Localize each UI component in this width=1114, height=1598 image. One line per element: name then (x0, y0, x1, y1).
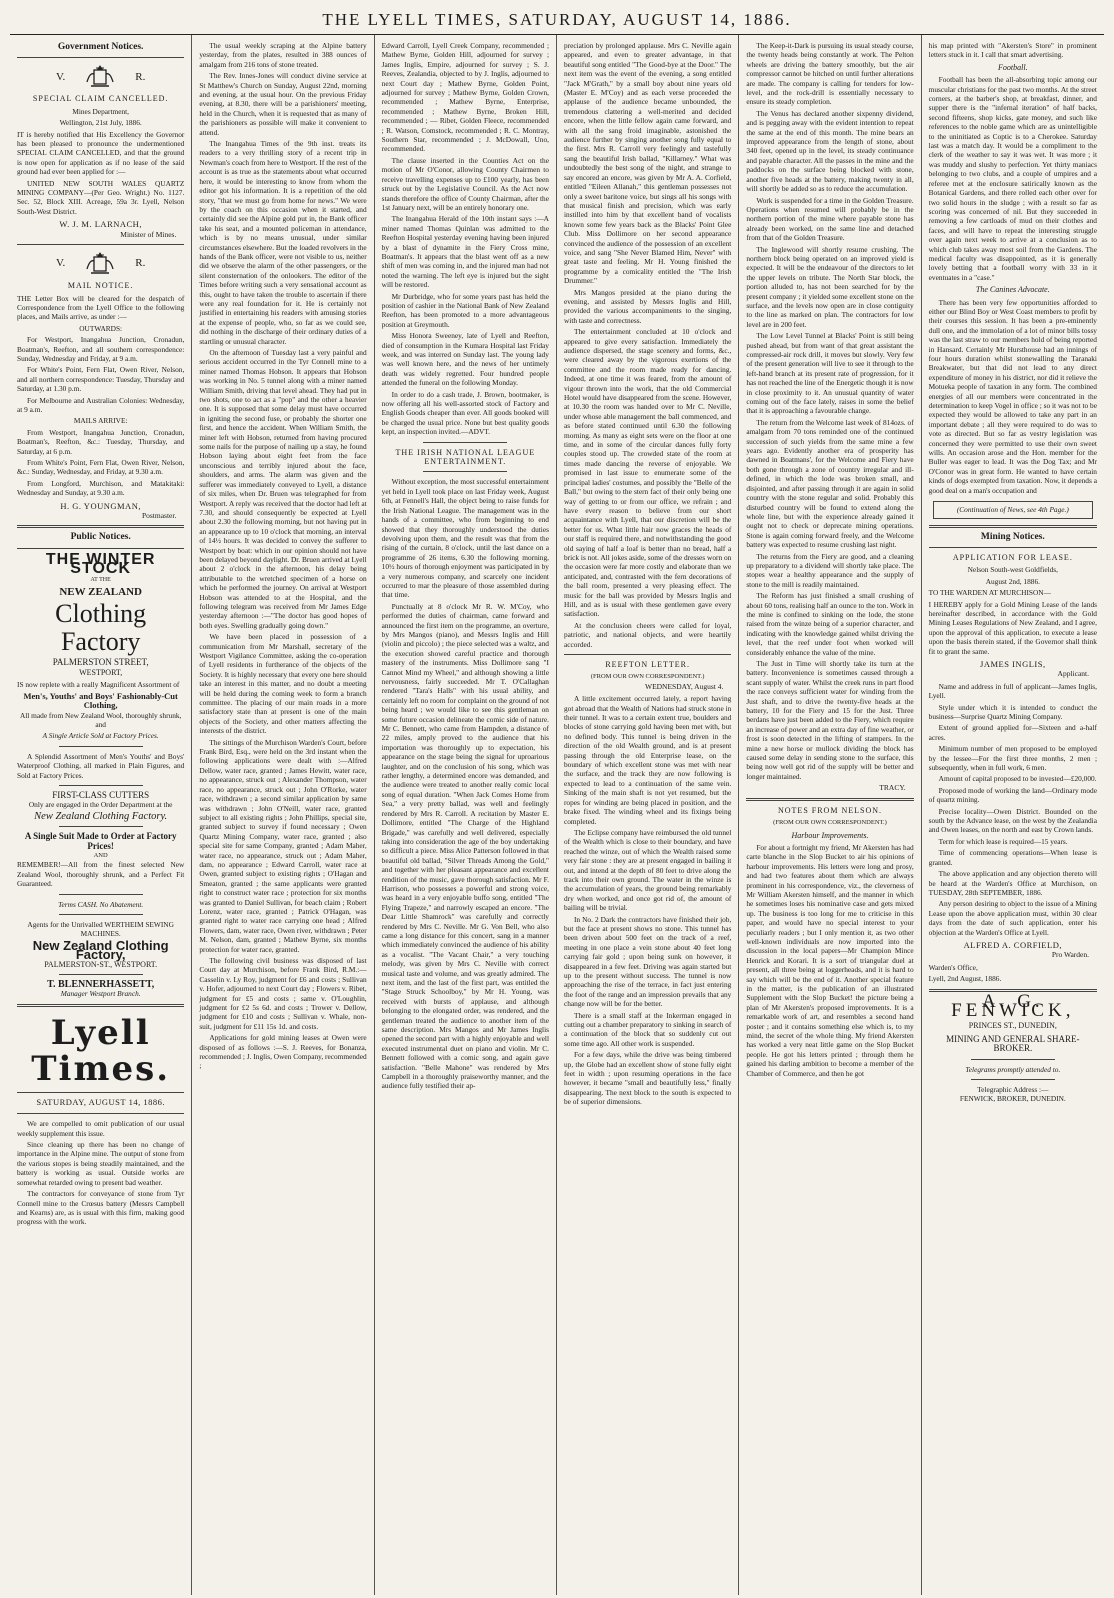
reefton-letter-heading: REEFTON LETTER. (605, 660, 690, 669)
mail-outwards-3: For Melbourne and Australian Colonies: Wednesday, at 9 a.m. (17, 395, 185, 414)
vr-left: V. (55, 70, 66, 83)
mail-notice-title: MAIL NOTICE. (67, 281, 134, 291)
divider (929, 547, 1097, 548)
lease-line-11: Any person desiring to object to the issue of a Mining Lease upon the above application must, within 30 clear days from the date of such application, enter his objection at the Warden's Office at Lyell. (928, 899, 1097, 937)
wardens-date: Lyell, 2nd August, 1886. (928, 974, 1002, 984)
article-p4: On the afternoon of Tuesday last a very painful and serious accident occurred in the Tyr Connell mine to a miner named Thomas Hobson. It appears that Hobson was working in No. 5 tunnel along with a miner named William Smith, driving that level ahead. They had put in two shots, one to act as a "pop" and the other a heavier one. It is supposed that some delay must have occurred in igniting the second fuse, or probably the shorter one first, and hence the accident. When William Smith, the miner left with Hobson, returned from having procured some nails for the purpose of nailing up a stay, he found Hobson laying about eight feet from the face unconscious and terribly injured about the face, shoulders, and arms. The alarm was given and the sufferer was immediately conveyed to Lyell, a distance of six miles, when Dr. Bruen was telegraphed for from Westport. A reply was received that the doctor had left at 7.30, and should consequently be expected at Lyell about 2.30 the following morning, but not having put in an appearance up to 10 o'clock that morning, an interval of 14½ hours. It was decided to convey the sufferer to Westport by boat: which in our opinion should not have been delayed beyond daylight. Dr. Bruen arrived at Lyell about 2 o'clock in the afternoon, his delay being attributable to the wretched specimen of a horse on which he performed the journey. On arrival at Westport Hobson was attended to at the Hospital, and the following telegram was received from Mr James Edge yesterday afternoon :—"The doctor has good hopes of both eyes. Swelling gradually going down." (199, 348, 367, 630)
divider (17, 525, 184, 528)
lease-line-4: Minimum number of men proposed to be employed by the lessee—For the first three months, 2 men ; subsequently, when in full work, 6 men. (928, 744, 1097, 773)
own-correspondent: (FROM OUR OWN CORRESPONDENT.) (590, 673, 705, 681)
article-p4: Mr Durbridge, who for some years past has held the position of cashier in the National Bank of New Zealand Reefton, has been promoted to a more advantageous position at Greymouth. (381, 291, 549, 329)
article-p2: The Rev. Innes-Jones will conduct divine service at St Matthew's Church on Sunday, August 22nd, morning and evening, at the usual hour. On the previous Friday evening, at 8.30, there will be a parishioners' meeting, held in the Church, when it is requested that as many of the parishioners as possible will make it convenient to attend. (199, 71, 367, 137)
government-notices-heading: Government Notices. (57, 42, 144, 52)
tracy-signature: TRACY. (879, 783, 906, 793)
article-p2: The clause inserted in the Counties Act on the motion of Mr O'Conor, allowing County Chairmen to receive travelling expenses up to £100 yearly, has been struck out by the Legislative Council. As the Act now stands therefore the office of County Chairman, after the 1st January next, will be an entirely honorary one. (381, 155, 549, 212)
column-3 (375, 35, 557, 1595)
editorial-1: We are compelled to omit publication of our usual weekly supplement this issue. (17, 1119, 185, 1138)
article-p3: The Inangahua Herald of the 10th instant says :—A miner named Thomas Quinlan was admitted to the Reefton Hospital yesterday evening having been injured by a blast of dynamite in the Fiery Cross mine, Boatman's. It appears that the blast went off as a new shift of men was coming in, and the injured man had not noted the warning. The left eye is injured but the sight will be restored. (381, 214, 549, 290)
lease-line-8: Term for which lease is required—15 years. (938, 836, 1068, 846)
divider (17, 57, 184, 58)
mail-signature: H. G. YOUNGMAN, (60, 500, 141, 511)
divider (59, 894, 143, 895)
royal-crest (17, 64, 184, 90)
factory-body-1: IS now replete with a really Magnificent Assortment of (17, 680, 180, 690)
lease-line-10: The above application and any objection thereto will be heard at the Warden's Office at Murchison, on TUESDAY, 28th SEPTEMBER, 1886. (928, 869, 1097, 897)
claim-body: IT is hereby notified that His Excellency the Governor has been pleased to pronounce the undermentioned SPECIAL CLAIM CANCELLED, and that the ground is now open for application as if no lease of the said ground had ever been applied for :— (17, 129, 185, 177)
columns (10, 35, 1104, 1595)
claim-signature: W. J. M. LARNACH, (59, 219, 142, 230)
article-p1: preciation by prolonged applause. Mrs C. Neville again appeared, and even to greater advantage, in that beautiful song entitled "The Good-bye at the Door." The next item was the event of the evening, a song entitled "Jack M'Grath," by a small boy about nine years old (Master E. M'Coy) and as each verse proceeded the applause of the audience became unbounded, the tremendous clattering a well-merited and decided encore, when the little fellow again came forward, and with all the sang froid imaginable, astonished the audience further by singing another song fully equal to the first. Mrs R. Carroll very feelingly and tastefully sang the beautiful Irish ballad, "Killarney." What was undoubtedly the best song of the night, and strange to say encored an encore, was given by Mr A. A. Corfield, entitled "Eileen Allanah," this gentleman possesses not only a sweet baritone voice, but sings all his songs with that musical finish and precision, which was early instilled into him by that excellent band of vocalists known some few years back as the Blacks' Point Glee Club. Miss Dollimore on her second appearance convinced the audience of the possession of an excellent voice, and sang "She Never Blamed Him, Never" with great taste and feeling. Mr H. Young finished the programme by a comicality entitled the "The Irish Drummer." (563, 41, 732, 286)
lease-line-9: Time of commencing operations—When lease is granted. (928, 848, 1097, 867)
mail-arrive-2: From White's Point, Fern Flat, Owen River, Nelson, &c.: Sunday, Wednesday, and Friday, at 9.30 a.m. (17, 458, 185, 477)
reefton-date: WEDNESDAY, August 4. (644, 681, 724, 691)
column-1 (10, 35, 192, 1595)
masthead: THE LYELL TIMES, SATURDAY, AUGUST 14, 1886. (10, 6, 1104, 35)
divider (59, 785, 143, 786)
royal-crest-icon (83, 251, 117, 277)
harbour-heading: Harbour Improvements. (791, 830, 869, 840)
palmerston-street: PALMERSTON STREET, (52, 657, 149, 668)
divider (746, 798, 913, 801)
telegrams: Telegrams promptly attended to. (965, 1064, 1061, 1074)
divider (59, 746, 143, 747)
article-p1: The Keep-it-Dark is pursuing its usual steady course, the twenty heads being constantly at work. The Pelton wheels are driving the battery smoothly, but the air compressor cannot be hitched on until further alterations are made. The company is calling for tenders for low-level, and the rock-drill is essentially necessary to ensure its steady completion. (746, 41, 914, 107)
article-p7: In No. 2 Dark the contractors have finished their job, but the face at present shows no stone. This tunnel has been driven about 500 feet on the track of a reef, meeting in one place a vein stone about 40 feet long carrying fair gold ; upon being sunk on however, it disappeared in a few feet. Driving was again started but up to the present without success. The tunnel is now approaching the rise of the terrace, in fact just entering the foot of the range and an impression prevails that any change now will be for the better. (563, 914, 732, 1009)
pro-warden: Pro Warden. (1051, 950, 1089, 960)
lease-body: I HEREBY apply for a Gold Mining Lease of the lands hereinafter described, in accordance with the Gold Mining Leases Regulations of New Zealand, and I agree, upon the approval of this application, to execute a lease upon the basis therein stated, if the Governor shall think fit to grant the same. (928, 599, 1097, 656)
claim-item: UNITED NEW SOUTH WALES QUARTZ MINING COMPANY—(Per Geo. Wright.) No. 1127. Sec. 52, Block XIII. Acreage, 59a 3r. Lyell, Nelson South-West District. (17, 178, 185, 216)
manager: Manager Westport Branch. (60, 989, 141, 999)
paper-title: Lyell Times. (31, 1012, 171, 1089)
divider (929, 525, 1097, 528)
own-correspondent: (FROM OUR OWN CORRESPONDENT.) (773, 819, 887, 827)
telegraphic-address: Telegraphic Address :— (977, 1085, 1049, 1094)
article-p5: Miss Honora Sweeney, late of Lyell and Reefton, died of consumption in the Kumara Hospital last Friday week, and was interred on Sunday last. The young lady was well known here, and the news of her untimely death was widely regretted. Four hundred people attended the funeral on the following Monday. (381, 331, 549, 388)
article-p2: The Venus has declared another sixpenny dividend, and is pegging away with the evident intention to repeat the same at the end of this month. The mine bears an improved appearance from the length of stone, about 340 feet, opened up in the level, its steady continuance and payable character. All the passes in the mine and the paddocks on the surface being blocked with stone, another five heads at the battery, making twenty in all, will shortly be added so as to reduce the accumulation. (746, 108, 914, 194)
telegraphic-value: FENWICK, BROKER, DUNEDIN. (959, 1094, 1066, 1104)
application-lease-heading: APPLICATION FOR LEASE. (952, 552, 1073, 562)
divider (17, 1004, 184, 1007)
article-p9: For a few days, while the drive was being timbered up, the Globe had an excellent show of stone fully eight feet in width ; upon resuming operations in the face however, it became "small and beautifully less," finally disappearing. The next block to the south is expected to be of superior dimensions. (563, 1050, 732, 1107)
westport: WESTPORT, (79, 667, 123, 677)
mail-outwards-2: For White's Point, Fern Flat, Owen River, Nelson, and all northern correspondence: Tuesday, Thursday and Saturday, at 1.30 p.m. (17, 365, 185, 394)
article-p7: The returns from the Fiery are good, and a cleaning up preparatory to a dividend will shortly take place. The stopes wear a healthy appearance and the supply of stone to the mill is readily maintained. (746, 551, 914, 589)
divider (59, 914, 143, 915)
divider (423, 471, 507, 472)
divider (17, 1092, 184, 1093)
nelson-notes-heading: NOTES FROM NELSON. (777, 805, 882, 815)
lease-line-5: Amount of capital proposed to be invested—£20,000. (938, 774, 1097, 784)
mining-notices-heading: Mining Notices. (980, 531, 1045, 542)
to-warden: TO THE WARDEN AT MURCHISON— (928, 588, 1051, 598)
goldfields: Nelson South-west Goldfields, (967, 565, 1058, 575)
divider (423, 442, 507, 443)
article-p6: In order to do a cash trade, J. Brown, bootmaker, is now offering all his well-assorted stock of Factory and English Goods cheaper than ever. All goods booked will be charged the usual price. None but best quality goods kept, an inspection invited.—ADVT. (381, 389, 549, 437)
article-p1: his map printed with "Akersten's Store" in prominent letters stuck in it. I call that smart advertising. (928, 41, 1097, 60)
article-p3: There has been very few opportunities afforded to either our Blind Boy or West Coast members to profit by their courses this session. It has been a pre-eminently dull one, and the immolation of a lot of minor bills tossy was the last straw to our members hold of being reported in Hansard. Certainly Mr Hursthouse had an innings of four hours duration whilst stonewalling the Taranaki Breakwater, but that did not lead to any direct expenditure of money in his district, nor did it relieve the Motueka people of taxation in any form. The combined energies of all our members were concentrated in the determination to keep Vogel in office ; so it was not to be expected they would be allowed to take any part in an important debate ; all they were required to do was to vote as directed. But so far as vestry legislation was concerned they were permitted to use their own sweet wills. An occasion arose and the Hon. member for the Buller was eager to lead. It was the Dog Tax; and Mr O'Conor was in great form. He wanted to have certain kinds of dogs exempted from taxation. Now, it depends a good deal on a man's occupation and (928, 297, 1097, 495)
cutters-italic: New Zealand Clothing Factory. (34, 810, 168, 822)
special-claim-title: SPECIAL CLAIM CANCELLED. (32, 94, 169, 104)
broker: BROKER. (993, 1043, 1033, 1054)
divider (17, 548, 184, 549)
article-p8: Applications for gold mining leases at Owen were disposed of as follows :—S. J. Reeves, for Bonanza, recommended ; J. Inglis, Owen Company, recommended ; (199, 1033, 367, 1071)
mail-arrive-heading: MAILS ARRIVE: (73, 416, 128, 426)
divider (17, 244, 184, 245)
article-p4: The Inglewood will shortly resume crushing. The northern block being operated on an improved yield is expected. It will be the endeavour of the directors to let the upper levels on tribute. The North Star block, the portion alluded to, has not been searched for by the present company ; it yielded some excellent stone on the surface, and the levels now open are in close contiguity to the line as marked on plan. The contractors for low level are in 200 feet. (746, 244, 914, 329)
article-p7: The following civil business was disposed of last Court day at Murchison, before Frank Bird, R.M.:—Casselin v. Ly Roy, judgment for £6 and costs ; Sullivan v. Hofer, adjourned to next Court day ; Flowers v. Ribet, judgment for £5 and costs ; same v. O'Loughlin, judgment for £2 5s 6d. and costs ; Trower v. Dellow, judgment for £10 and costs ; Sullivan v. Whale, non-suit, judgment for £11 15s 1d. and costs. (199, 956, 367, 1031)
terms: Terms CASH. No Abatement. (58, 899, 144, 909)
claim-signature-role: Minister of Mines. (120, 229, 177, 239)
column-5 (739, 35, 921, 1595)
paper-date: SATURDAY, AUGUST 14, 1886. (36, 1096, 165, 1107)
article-p9: The Just in Time will shortly take its turn at the battery. Inconvenience is sometimes caused through a scant supply of water. Whilst the creek runs in part flood the race conveys sufficient water for winding from the Just shaft, and to drive the twenty-five heads at the battery, 10 for the Fiery and 15 for the Just. Three berdans have just been added to the Fiery, which require an increase of power and an extra day of fine weather, or frost is soon detected in the lifting of stampers. In the mine a new horse or mullock dividing the block has caused some delay in sending stone to the surface, this being now well got rid of the supply will be better and longer maintained. (746, 659, 914, 781)
column-6 (922, 35, 1104, 1595)
clothing-factory-title: Clothing Factory (55, 599, 147, 657)
mail-body: THE Letter Box will be cleared for the despatch of Correspondence from the Lyell Office to the following places, and Mails arrive, as under :— (17, 293, 185, 322)
claim-place: Mines Department, (72, 106, 130, 116)
mail-arrive-3: From Longford, Murchison, and Matakitaki: Wednesday and Sunday, at 9.30 a.m. (17, 478, 185, 498)
factory-italic: A Single Article Sold at Factory Prices. (42, 731, 159, 741)
divider (17, 1113, 184, 1114)
lease-line-7: Precise locality—Owen District. Bounded on the south by the Advance lease, on the west by the Zealandia and Owen leases, on the north and east by Crown lands. (928, 806, 1097, 835)
inglis-signature: JAMES INGLIS, (980, 658, 1046, 669)
mining-share: MINING AND GENERAL SHARE- (946, 1033, 1080, 1044)
article-p6: The return from the Welcome last week of 814ozs. of amalgam from 70 tons reminded one of the continued succession of such yields from the same mine a few years ago. Evidently another era of prosperity has dawned in Boatmans', for the Welcome and Fiery have both gone through a zone of country irregular and ill-defined, in which the lode was broken small, and disjointed, and after passing through it are again in solid country with the stone regular and solid. Probably this disturbed country will be found to extend along the whole line, but with the experience already gained it ought not to check or deprecate mining operations. Stone is again coming forward freely, and the Welcome battery was expected to resume crushing last night. (746, 417, 914, 550)
factory-bold: Men's, Youths' and Boys' Fashionably-Cut Clothing, (23, 690, 178, 711)
article-p8: Punctually at 8 o'clock Mr R. W. M'Coy, who performed the duties of chairman, came forward and announced the first item on the programme, an overture, by Mrs Mangos (piano), and Messrs Inglis and Hill (violin and piccolo) ; the piece selected was a waltz, and the execution showed careful practice and thorough mastery of the instruments. Miss Dollimore sang "I Cannot Mind my Wheel," and although showing a little nervousness, fairly succeeded. Mr T. O'Callaghan rendered "Tara's Halls" with his usual ability, and certainly left no room for complaint on the ground of not being heard ; we would like to see this gentleman on some future occasion delineate the comic side of nature. Mr C. Bennett, who came from Hampden, a distance of 22 miles, amply proved to the audience that his importation was thoroughly up to expectation, his appearance on the stage being the signal for uproarious laughter, and on the conclusion of his song, which was rather lengthy, a determined encore was demanded, and the audience were treated to another really comic local song of equal duration. "When Jack Comes Home from Sea," a very pretty ballad, was well and feelingly rendered by Mrs R. Carroll. A recitation by Master E. Dollimore, entitled "The Charge of the Highland Brigade," was carefully and well delivered, especially taking into consideration the age of the boy undertaking so difficult a piece. Miss Alice Patterson followed in that beautiful old ballad, "Silver Threads Among the Gold," and together with her pleasant appearance and excellent rendition of the music, gave thorough satisfaction. Mr F. Harrison, who possesses a powerful and strong voice, was heard in a very enjoyable buffo song, entitled "The Flying Trapeze," and narrowly escaped an encore. "The Dear Little Shamrock" was carefully and correctly rendered by Mrs C. Neville. Mr G. Von Bell, who also came a long distance for this concert, sang in a manner which immediately convinced the audience of his ability as a vocalist. "The Vacant Chair," a very touching melody, was given by Mrs C. Neville with correct musical taste and volume, and was greatly admired. The next item, and the last of the first part, was entitled the "Stage Struck Schoolboy," by Mr H. Young, was received with bursts of applause, and although belonging to the elongated order, was rendered, and the gentleman treated the audience to another item of the same description. Mrs Mangos and Mr James Inglis opened the second part with a highly enjoyable and well executed instrumental duet on piano and violin. Mr C. Bennett followed with a comic song, and again gave satisfaction. "Belle Mahone" was rendered by Mrs Campbell in a thoroughly praiseworthy manner, and the audience fully testified their ap- (381, 601, 549, 1091)
lease-line-1: Name and address in full of applicant—James Inglis, Lyell. (928, 681, 1097, 701)
single-suit: A Single Suit Made to Order at Factory Prices! (24, 831, 177, 851)
article-p6: The sittings of the Murchison Warden's Court, before Frank Bird, Esq., were held on the 3rd instant when the following applications were dealt with :—Alfred Dellow, water race, granted ; James Hewitt, water race, no appearance, struck out ; Alexander Thompson, water race, no appearance, struck out ; John O'Rorke, water race, withdrawn ; a second similar application by same was withdrawn ; John O'Neill, water race, granted subject to all existing rights ; John Phillips, special site, granted subject to survey if found necessary ; Owen Quartz Mining Company, water race, granted ; also special site for same Company, granted ; Adam Maher, water race, no appearance, struck out ; Adam Maher, dam, no appearance ; Edward Carroll, water race at Owen, granted subject to existing rights ; O'Hagan and Smeaton, granted ; the same applicants were granted right to construct water race ; protection for six months was granted to Daniel Sullivan, for beach claim ; Robert Lorenz, water race, granted ; Patrick O'Hagan, was granted right to water race carrying one head ; Alfred Flowers, dam, water race, Owen river, withdrawn ; Peter M. Nelson, dam, granted ; Mathew Byrne, six months protection for water race, granted. (199, 737, 367, 954)
divider (59, 826, 143, 827)
cutters-heading: FIRST-CLASS CUTTERS (52, 789, 150, 800)
article-p8: There is a small staff at the Inkerman engaged in cutting out a chamber preparatory to sinking in search of a continuation of the block that so suddenly cut out some time ago. All other work is suspended. (563, 1010, 732, 1048)
vr-right: R. (135, 257, 146, 270)
article-p5: The Low Level Tunnel at Blacks' Point is still being pushed ahead, but from want of that great assistant the compressed-air rock drill, it moves but slowly. Very few of the present generation will live to see it through to the left-hand branch at its present rate of progression, for it has not reached the line of the Energetic though it is now in close proximity to it. An unusual quantity of water coming out of the face lately, raises in some the belief that it is approaching a favourable change. (746, 331, 914, 416)
royal-crest (17, 251, 184, 277)
article-p4: At the conclusion cheers were called for loyal, patriotic, and national objects, and were heartily accorded. (563, 620, 732, 649)
royal-crest-icon (83, 64, 117, 90)
canines-heading: The Canines Advocate. (975, 285, 1050, 295)
factory-body-3: A Splendid Assortment of Men's Youths' and Boys' Waterproof Clothing, all marked in Plain Figures, and Sold at Factory Prices. (17, 751, 185, 780)
corfield-signature: ALFRED A. CORFIELD, (963, 939, 1062, 950)
applicant-label: Applicant. (1057, 669, 1089, 679)
article-p3: The Inangahua Times of the 9th inst. treats its readers to a very thrilling story of a recent trip in Newman's coach from here to Westport. If the rest of the account is as true as the statements about what occurred here, it would be interesting to know from whom the editor got his information. It is a repetition of the old story, "that we must go from home for news." We were by the coach on this occasion when it started, and certainly did see the Alpine gold put in, the Bank officer take his seat, and a mounted policeman in attendance, which is by no means unusual, under similar circumstances elsewhere. But the loaded revolvers in the hands of the Bank officer, were not visible to us, neither did we observe the alarm of the other passengers, or the silent consternation of the onlookers. The editor of the Times before writing such a very sensational account as this, ought to have taken the trouble to ascertain if there were any real foundation for it. He is certainly not justified in entertaining his readers with amusing stories at the expense of people, who, so far as we could see, did nothing in the discharge of their ordinary duties of a startling or unusual character. (199, 139, 367, 346)
vr-right: R. (135, 70, 146, 83)
lease-line-3: Extent of ground applied for—Sixteen and a-half acres. (928, 723, 1097, 742)
agents: Agents for the Unrivalled WERTHEIM SEWING MACHINES. (27, 920, 174, 939)
mail-outwards-1: For Westport, Inangahua Junction, Cronadun, Boatman's, Reefton, and all southern correspondence: Sunday, Wednesday and Friday, at 9 a.m. (17, 335, 185, 363)
continuation-note: (Continuation of News, see 4th Page.) (933, 501, 1093, 518)
princes-st: PRINCES ST., DUNEDIN, (968, 1021, 1057, 1031)
article-p6: The Eclipse company have reimbursed the old tunnel of the Wealth which is close to their boundary, and have reached the winze, out of which the Wealth raised some very fair stone : they are at present engaged in bailing it out, and intend at the depth of 80 feet to drive along the track into their own ground. The water in the winze is the accumulation of years, the ground being remarkably dry when worked, and once got rid of, the amount of bailing will be trivial. (563, 827, 732, 913)
vr-left: V. (55, 257, 66, 270)
palmerston-st-westport: PALMERSTON-ST., WESTPORT. (44, 959, 158, 969)
claim-date: Wellington, 21st July, 1886. (59, 118, 142, 128)
editorial-3: The contractors for conveyance of stone from Tyr Connell mine to the Crœsus battery (Messrs Campbell and Kearns) are, as is usual with this firm, making good progress with the work. (17, 1189, 185, 1227)
cutters-body: Only are engaged in the Order Department at the (28, 800, 173, 810)
article-p2: Mrs Mangos presided at the piano during the evening, and assisted by Messrs Inglis and Hill, provided the various accompaniments to the singing, with taste and correctness. (563, 287, 732, 325)
divider (59, 974, 143, 975)
football-heading: Football. (998, 62, 1028, 72)
column-2 (192, 35, 374, 1595)
lease-line-6: Proposed mode of working the land—Ordinary mode of quartz mining. (928, 785, 1097, 805)
wardens-office: Warden's Office, (928, 962, 978, 972)
new-zealand: NEW ZEALAND (59, 586, 142, 599)
article-p1: The usual weekly scraping at the Alpine battery yesterday, from the plates, resulted in 388 ounces of amalgam from 216 tons of stone treated. (199, 41, 367, 69)
divider (971, 1079, 1055, 1080)
irish-league-heading: THE IRISH NATIONAL LEAGUE ENTERTAINMENT. (395, 447, 536, 467)
article-p5: We have been placed in possession of a communication from Mr Marshall, secretary of the Westport Vigilance Committee, asking the co-operation of Lyell residents in furtherance of the objects of the Society. It is highly necessary that every one here should take an interest in this matter, and no doubt a meeting will be held during the coming week to form a branch committee. The placing of our main roads in a more satisfactory state than at present is one of the main objects of the Society, and other matters affecting the interests of the district. (199, 632, 367, 736)
article-p5: A little excitement occurred lately, a report having got abroad that the Wealth of Nations had struck stone in their tunnel. It was to a certain extent true, boulders and blocks of stone carrying gold having been met with, but no defined body. This tunnel is being driven in the direction of the old Wealth ground, and is at present passing through the old Enterprise lease, on the boundary of which excellent stone was met with near the surface, and the track they are now following is expected to lead to a continuation of the same vein. Sinking of the main shaft is not yet resumed, but the ropes for winding are being placed in position, and the brake fixed. The winding wheel and its fixings being completed. (563, 694, 732, 826)
editorial-2: Since cleaning up there has been no change of importance in the Alpine mine. The output of stone from the various stopes is being steadily maintained, and the battery is working as usual. Outside works are somewhat retarded owing to present bad weather. (17, 1140, 185, 1187)
column-4 (557, 35, 739, 1595)
article-p3: Work is suspended for a time in the Golden Treasure. Operations when resumed will probably be in the northern portion of the mine where payable stone has already been worked, on the same line and detached from that of the Golden Treasure. (746, 195, 914, 243)
mail-arrive-1: From Westport, Inangahua Junction, Cronadun, Boatman's, Reefton, &c.: Tuesday, Thursday, and Saturday, at 6 p.m. (17, 427, 185, 456)
remember: REMEMBER!—All from the finest selected New Zealand Wool, thoroughly shrunk, and a Perfect Fit Guaranteed. (17, 860, 185, 889)
mail-signature-role: Postmaster. (141, 511, 177, 521)
article-p2: Football has been the all-absorbing topic among our muscular christians for the past two months. At the street corners, at the barber's shop, at breakfast, dinner, and supper there is the "infernal iteration" of half backs, second fifteens, shop kicks, gate money, and such like references to the noble game which are as unintelligible to the uninitiated as Coptic is to a Cherokee. Saturday last was a match day. It would be a compliment to the clerk of the weather to say it was wet. It was more ; it was muddy and slushy to perfection. Yet thirty maniacs belonging to two clubs, and a couple of umpires and a referee met at the enclosure satirically known as the Botanical Gardens, and there rolled each other over for two solid hours in the sludge ; with a result so far as scoring was concerned of nil. But they succeeded in removing a few cartloads of mud on their clothes and faces, and will have to repeat the interesting struggle over again next week to arrive at a conclusion as to which club takes away most soil from the Gardens. The medical faculty was disappointed, as it is generally lovely betting that a football worry with 33 in it eventuates in a "case." (928, 75, 1097, 282)
goldfields-date: August 2nd, 1886. (985, 576, 1040, 586)
winter-stock-heading: THE WINTER STOCK (45, 550, 156, 578)
article-p8: The Reform has just finished a small crushing of about 60 tons, realising half an ounce to the ton. Work in the mine is confined to sinking on the lode, the stone raised from the winze being of a superior character, and indicating with the knowledge gained whilst driving the level, that the reef under foot when worked will considerably enhance the value of the mine. (746, 591, 914, 657)
fenwick-heading: A. G. FENWICK, (951, 990, 1075, 1021)
divider (564, 654, 731, 655)
article-p7: Without exception, the most successful entertainment yet held in Lyell took place on last Friday week, August 6th, at Fennell's Hall, the object being to raise funds for the Irish National League. The management was in the hands of a committee, who from beginning to end showed that they thoroughly understood the duties devolving upon them, and the result was that from the rising of the curtain, 8 o'clock, until the last dance on a programme of 26 items, 6.30 the following morning, 10½ hours of thorough enjoyment was participated in by a very numerous company, and scarcely one incident occurred to mar the pleasure of those assembled during that time. (381, 477, 549, 600)
blennerhassett: T. BLENNERHASSETT, (47, 979, 155, 991)
article-p3: The entertainment concluded at 10 o'clock and appeared to give every satisfaction. Immediately the audience dispersed, the stage scenery and forms, &c., were cleared away by the vigorous exertions of the committee and the room made ready for dancing. Indeed, at one time it was feared, from the amount of vigour thrown into the work, that the old Commercial Hotel would have disappeared from the scene. However, at 10.30 the room was handed over to Mr C. Neville, under whose able management the ball commenced, and as before stated continued until 6.30 the following morning. As many as eight sets were on the floor at one time, and in some of the circular dances fully forty couples stood up. The crowded state of the room at times made dancing the reverse of enjoyable. We promised in last issue to enumerate some of the principal ladies' costumes, and possibly the "Belle of the Ball," but owing to the stern fact of their only being one way of getting to or from our office, we refrain ; and have every reason to believe from our short acquaintance with Lyell, that our discretion will be the better for us. What little hair now graces the heads of our staff is required there, and notwithstanding the good old saying of half a loaf is better than no bread, half a brick is not. All jokes aside, some of the dresses worn on the occasion were far more costly and elaborate than we anticipated, and, contrasted with the fern decorations of the ball room, presented a very pleasing effect. The music for the ball was provided by Messrs Inglis and Hill, and as is usual with these gentlemen gave every satisfaction. (563, 327, 732, 619)
mail-outwards-heading: OUTWARDS: (79, 323, 123, 333)
public-notices-heading: Public Notices. (70, 532, 131, 543)
lease-line-2: Style under which it is intended to conduct the business—Surprise Quartz Mining Company. (928, 702, 1097, 721)
article-p10: For about a fortnight my friend, Mr Akersten has had carte blanche in the Slop Bucket to air his opinions of harbour improvements. His letters were long and prosy, and had two features about them which are always prominent in his correspondence, viz., the cleverness of Mr William Akersten himself, and the manner in which he sometimes loses his nominative case and gets mixed up. The business is too long for me to criticise in this paper, and would have no special interest to your peculiarly readers ; but I only mention it, as two other well-known individuals are now imported into the discussion in the local papers—Mr Champion Mince Henrick and Korari. It is a sort of triangular duel at present, all three being at loggerheads, and it is hard to say which will be the end of it. Another special feature in the matter, is the publication of an illustrated Supplement with the Slop Bucket! the picture being a plan of Mr Akersten's proposed improvements. It is a remarkable work of art, and resembles a second hand poster ; and it contains something else which is, to my mind, the secret of the whole thing. My friend Akersten has worked a very neat little game on the Slop Bucket people. He got his letters printed ; through them he gained his darling ambition to become a member of the Chamber of Commerce, and then he got (746, 842, 914, 1078)
nz-clothing-factory: New Zealand Clothing Factory, (32, 937, 169, 963)
at-the: AT THE (90, 576, 111, 583)
factory-body-2: All made from New Zealand Wool, thoroughly shrunk, and (19, 710, 182, 729)
article-p1: Edward Carroll, Lyell Creek Company, recommended ; Mathew Byrne, Golden Hill, adjourned for survey ; James Inglis, Empire, adjourned for survey ; S. J. Reeves, Zealandia, objected to by J. Inglis, adjourned to next Court day ; Mathew Byrne, Golden Point, adjourned for survey ; Mathew Byrne, Golden Crown, recommended ; Mathew Byrne, Enterprise, recommended ; Mathew Byrne, Broken Hill, recommended ; — Ribet, Golden Fleece, recommended ; R. Watson, Comstock, recommended ; R. C. Montray, Southern Star, recommended ; J. McDowall, Uno, recommended. (381, 41, 549, 154)
and: AND (93, 851, 108, 859)
divider (971, 1059, 1055, 1060)
